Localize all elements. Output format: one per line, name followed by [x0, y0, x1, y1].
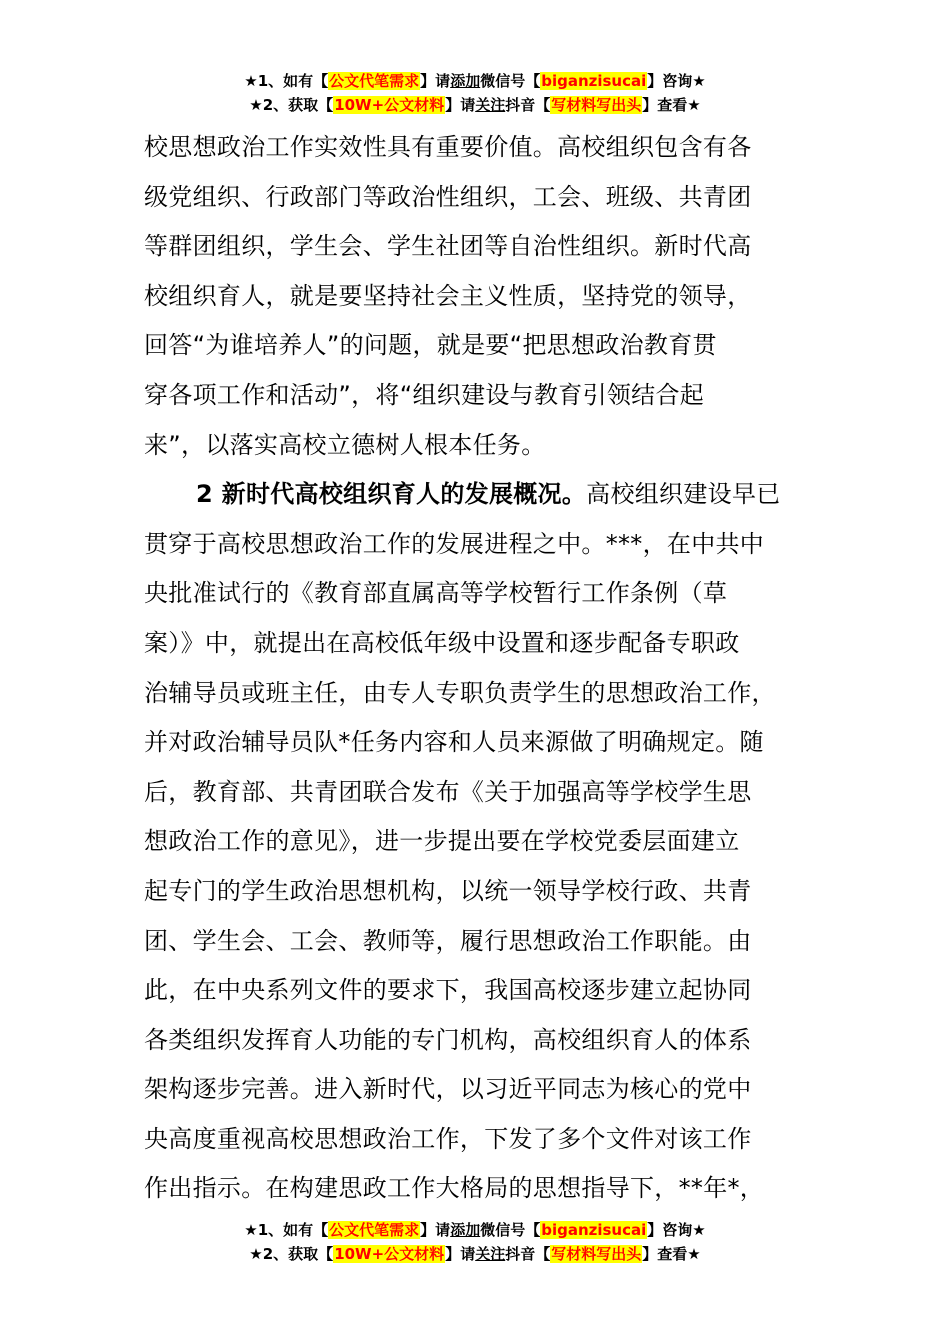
- paragraph-line: 后，教育部、共青团联合发布《关于加强高等学校学生思: [144, 777, 752, 806]
- paragraph-line: 来”，以落实高校立德树人根本任务。: [144, 430, 546, 459]
- paragraph-line: 案）》中，就提出在高校低年级中设置和逐步配备专职政: [144, 628, 740, 657]
- paragraph-line: 级党组织、行政部门等政治性组织，工会、班级、共青团: [144, 182, 752, 211]
- highlight-wechat-id: biganzisucai: [541, 1221, 647, 1239]
- paragraph-line: 校组织育人，就是要坚持社会主义性质，坚持党的领导，: [144, 281, 752, 310]
- notice-line-douyin-footer: ★2、获取【10W+公文材料】请关注抖音【写材料写出头】查看★: [249, 1245, 701, 1263]
- highlight-materials: 10W+公文材料: [334, 1245, 445, 1263]
- paragraph-line: 等群团组织，学生会、学生社团等自治性组织。新时代高: [144, 232, 752, 261]
- paragraph-line: 各类组织发挥育人功能的专门机构，高校组织育人的体系: [144, 1025, 752, 1054]
- paragraph-line: 校思想政治工作实效性具有重要价值。高校组织包含有各: [144, 133, 752, 161]
- paragraph-line: 央批准试行的《教育部直属高等学校暂行工作条例（草: [144, 579, 728, 608]
- highlight-douyin-account: 写材料写出头: [551, 96, 642, 114]
- highlight-douyin-account: 写材料写出头: [551, 1245, 642, 1263]
- section-heading: 2 新时代高校组织育人的发展概况。: [196, 480, 587, 509]
- highlight-service: 公文代笔需求: [329, 1221, 420, 1239]
- paragraph-line: 团、学生会、工会、教师等，履行思想政治工作职能。由: [144, 926, 752, 955]
- paragraph-line: 作出指示。在构建思政工作大格局的思想指导下，**年*，: [144, 1174, 765, 1203]
- paragraph-line: 央高度重视高校思想政治工作，下发了多个文件对该工作: [144, 1124, 752, 1153]
- paragraph-line: 贯穿于高校思想政治工作的发展进程之中。***，在中共中: [144, 529, 765, 558]
- paragraph-line: 想政治工作的意见》，进一步提出要在学校党委层面建立: [144, 827, 740, 856]
- notice-line-wechat: ★1、如有【公文代笔需求】请添加微信号【biganzisucai】咨询★: [244, 72, 706, 90]
- paragraph-line: 架构逐步完善。进入新时代，以习近平同志为核心的党中: [144, 1075, 752, 1104]
- notice-line-douyin: ★2、获取【10W+公文材料】请关注抖音【写材料写出头】查看★: [249, 96, 701, 114]
- paragraph-line: 治辅导员或班主任，由专人专职负责学生的思想政治工作，: [144, 678, 776, 707]
- paragraph-line: 回答“为谁培养人”的问题，就是要“把思想政治教育贯: [144, 331, 717, 360]
- paragraph-line: 此，在中央系列文件的要求下，我国高校逐步建立起协同: [144, 976, 752, 1005]
- paragraph-line: 起专门的学生政治思想机构，以统一领导学校行政、共青: [144, 876, 752, 905]
- highlight-wechat-id: biganzisucai: [541, 72, 647, 90]
- document-body: [144, 123, 824, 1214]
- paragraph-line: 并对政治辅导员队*任务内容和人员来源做了明确规定。随: [144, 728, 764, 757]
- paragraph-line: 穿各项工作和活动”，将“组织建设与教育引领结合起: [144, 380, 705, 409]
- notice-line-wechat-footer: ★1、如有【公文代笔需求】请添加微信号【biganzisucai】咨询★: [244, 1221, 706, 1239]
- highlight-service: 公文代笔需求: [329, 72, 420, 90]
- highlight-materials: 10W+公文材料: [334, 96, 445, 114]
- section-heading-line: 2 新时代高校组织育人的发展概况。高校组织建设早已: [196, 480, 781, 509]
